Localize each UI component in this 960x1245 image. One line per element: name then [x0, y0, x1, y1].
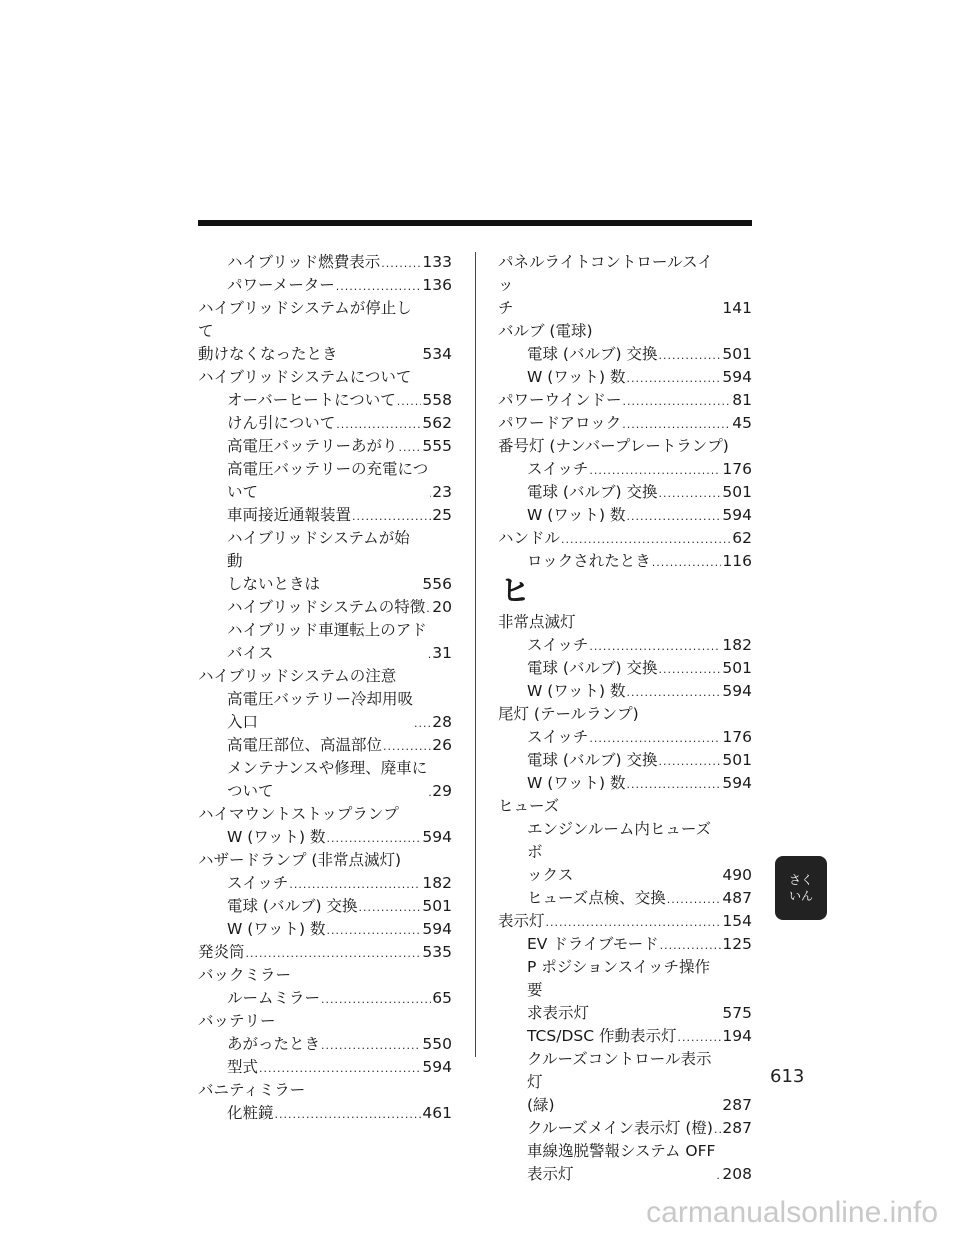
- entry-text: スイッチ: [527, 636, 589, 654]
- entry-page-number: 562: [422, 414, 452, 432]
- index-subentry: [498, 887, 752, 910]
- index-entry: [498, 527, 752, 550]
- dot-leader: [336, 281, 422, 292]
- dot-leader: [627, 373, 722, 384]
- index-subentry: [498, 818, 752, 887]
- entry-page-number: 487: [722, 889, 752, 907]
- dot-leader: [658, 350, 721, 361]
- entry-page-number: 594: [722, 506, 752, 524]
- entry-page-number: 31: [432, 644, 452, 662]
- index-entry: [198, 849, 452, 872]
- entry-page-number: 535: [422, 943, 452, 961]
- index-entry: [198, 1079, 452, 1102]
- dot-leader: [658, 664, 721, 675]
- entry-page-number: 461: [422, 1104, 452, 1122]
- entry-text: W (ワット) 数: [227, 920, 326, 938]
- entry-text: スイッチ: [527, 460, 589, 478]
- entry-text: W (ワット) 数: [527, 506, 626, 524]
- index-subentry: [498, 504, 752, 527]
- index-subentry: [498, 366, 752, 389]
- section-heading-hi: ヒ: [500, 574, 530, 609]
- entry-page-number: 194: [722, 1027, 752, 1045]
- index-subentry: [198, 389, 452, 412]
- top-rule: [198, 220, 752, 226]
- index-subentry: [498, 749, 752, 772]
- entry-page-number: 28: [432, 713, 452, 731]
- entry-text: 型式: [227, 1058, 259, 1076]
- entry-page-number: 133: [422, 253, 452, 271]
- entry-page-number: 556: [422, 575, 452, 593]
- entry-text: メンテナンスや修理、廃車に ついて: [227, 759, 428, 800]
- index-entry: [198, 964, 452, 987]
- dot-leader: [426, 603, 431, 614]
- dot-leader: [399, 442, 422, 453]
- entry-text: けん引について: [227, 414, 336, 432]
- index-subentry: [198, 251, 452, 274]
- index-entry: [498, 389, 752, 412]
- entry-page-number: 141: [722, 299, 752, 317]
- entry-text: 高電圧バッテリーの充電につ いて: [227, 460, 429, 501]
- index-group-ha-continued: [498, 251, 752, 573]
- index-entry: [498, 435, 752, 458]
- entry-page-number: 594: [422, 828, 452, 846]
- entry-page-number: 555: [422, 437, 452, 455]
- entry-page-number: 594: [722, 774, 752, 792]
- entry-text: W (ワット) 数: [227, 828, 326, 846]
- index-subentry: [198, 1056, 452, 1079]
- entry-page-number: 594: [422, 1058, 452, 1076]
- dot-leader: [589, 465, 721, 476]
- entry-text: ハザードランプ (非常点滅灯): [198, 851, 402, 869]
- entry-text: ハイブリッドシステムが停止して 動けなくなったとき: [198, 299, 412, 363]
- entry-text: 車両接近通報装置: [227, 506, 352, 524]
- entry-text: クルーズメイン表示灯 (橙): [527, 1119, 713, 1137]
- index-group-hi: [498, 611, 752, 1186]
- entry-text: スイッチ: [527, 728, 589, 746]
- index-entry: [198, 803, 452, 826]
- dot-leader: [246, 948, 422, 959]
- entry-text: エンジンルーム内ヒューズボ ックス: [527, 820, 712, 884]
- index-subentry: [198, 895, 452, 918]
- entry-text: 電球 (バルブ) 交換: [527, 345, 658, 363]
- entry-text: ロックされたとき: [527, 552, 651, 570]
- index-subentry: [498, 634, 752, 657]
- entry-text: ハイマウントストップランプ: [198, 805, 399, 823]
- page-number: 613: [770, 1066, 805, 1087]
- index-subentry: [498, 481, 752, 504]
- index-subentry: [498, 956, 752, 1025]
- entry-text: オーバーヒートについて: [227, 391, 396, 409]
- entry-page-number: 501: [722, 751, 752, 769]
- entry-text: クルーズコントロール表示灯 (緑): [527, 1050, 712, 1114]
- index-subentry: [498, 657, 752, 680]
- index-subentry: [498, 1140, 752, 1186]
- entry-page-number: 81: [732, 391, 752, 409]
- index-subentry: [198, 757, 452, 803]
- dot-leader: [428, 649, 431, 660]
- entry-text: ヒューズ: [498, 797, 560, 815]
- dot-leader: [658, 488, 721, 499]
- entry-text: 電球 (バルブ) 交換: [527, 751, 658, 769]
- entry-page-number: 26: [432, 736, 452, 754]
- dot-leader: [546, 917, 722, 928]
- dot-leader: [327, 833, 422, 844]
- index-subentry: [198, 826, 452, 849]
- index-subentry: [498, 933, 752, 956]
- entry-text: ハイブリッドシステムの特徴: [227, 598, 426, 616]
- index-entry: [498, 703, 752, 726]
- index-subentry: [198, 435, 452, 458]
- dot-leader: [414, 718, 431, 729]
- entry-page-number: 534: [422, 345, 452, 363]
- index-entry: [198, 941, 452, 964]
- entry-page-number: 594: [422, 920, 452, 938]
- index-subentry: [198, 619, 452, 665]
- entry-text: TCS/DSC 作動表示灯: [527, 1027, 677, 1045]
- entry-text: 電球 (バルブ) 交換: [527, 483, 658, 501]
- entry-page-number: 176: [722, 728, 752, 746]
- entry-page-number: 550: [422, 1035, 452, 1053]
- dot-leader: [622, 419, 731, 430]
- index-column-left: [198, 251, 452, 1125]
- dot-leader: [397, 396, 422, 407]
- index-entry: [498, 251, 752, 320]
- index-subentry: [498, 1117, 752, 1140]
- index-subentry: [198, 504, 452, 527]
- index-subentry: [198, 688, 452, 734]
- index-subentry: [498, 458, 752, 481]
- dot-leader: [383, 741, 431, 752]
- index-entry: [198, 297, 452, 366]
- entry-page-number: 182: [422, 874, 452, 892]
- entry-page-number: 116: [722, 552, 752, 570]
- dot-leader: [429, 488, 431, 499]
- index-entry: [498, 412, 752, 435]
- dot-leader: [321, 1040, 421, 1051]
- dot-leader: [327, 925, 422, 936]
- dot-leader: [627, 779, 722, 790]
- entry-page-number: 29: [432, 782, 452, 800]
- index-subentry: [498, 680, 752, 703]
- entry-text: バッテリー: [198, 1012, 276, 1030]
- entry-page-number: 490: [722, 866, 752, 884]
- entry-page-number: 287: [722, 1096, 752, 1114]
- dot-leader: [589, 641, 721, 652]
- index-entry: [498, 795, 752, 818]
- entry-text: 高電圧部位、高温部位: [227, 736, 383, 754]
- index-subentry: [498, 343, 752, 366]
- entry-page-number: 20: [432, 598, 452, 616]
- dot-leader: [321, 994, 431, 1005]
- entry-text: 高電圧バッテリー冷却用吸 入口: [227, 690, 414, 731]
- entry-text: ハイブリッドシステムが始動 しないときは: [227, 529, 410, 593]
- entry-page-number: 23: [432, 483, 452, 501]
- dot-leader: [623, 396, 732, 407]
- entry-page-number: 45: [732, 414, 752, 432]
- dot-leader: [667, 894, 722, 905]
- entry-text: 発炎筒: [198, 943, 245, 961]
- dot-leader: [716, 1170, 721, 1181]
- index-subentry: [498, 772, 752, 795]
- index-subentry: [498, 726, 752, 749]
- entry-page-number: 594: [722, 368, 752, 386]
- entry-page-number: 125: [722, 935, 752, 953]
- entry-text: パネルライトコントロールスイッ チ: [498, 253, 713, 317]
- index-subentry: [198, 734, 452, 757]
- entry-page-number: 182: [722, 636, 752, 654]
- index-subentry: [198, 872, 452, 895]
- entry-page-number: 501: [422, 897, 452, 915]
- index-entry: [198, 366, 452, 389]
- index-subentry: [198, 527, 452, 596]
- entry-text: 電球 (バルブ) 交換: [527, 659, 658, 677]
- index-subentry: [198, 412, 452, 435]
- entry-text: ハイブリッド車運転上のアド バイス: [227, 621, 427, 662]
- dot-leader: [358, 902, 421, 913]
- dot-leader: [627, 511, 722, 522]
- entry-text: 表示灯: [498, 912, 545, 930]
- entry-text: ヒューズ点検、交換: [527, 889, 666, 907]
- entry-page-number: 501: [722, 483, 752, 501]
- entry-text: スイッチ: [227, 874, 289, 892]
- dot-leader: [627, 687, 722, 698]
- entry-page-number: 501: [722, 659, 752, 677]
- entry-text: 番号灯 (ナンバープレートランプ): [498, 437, 729, 455]
- entry-text: W (ワット) 数: [527, 368, 626, 386]
- entry-text: EV ドライブモード: [527, 935, 659, 953]
- dot-leader: [677, 1032, 721, 1043]
- index-subentry: [198, 596, 452, 619]
- dot-leader: [289, 879, 421, 890]
- index-subentry: [198, 1102, 452, 1125]
- entry-page-number: 594: [722, 682, 752, 700]
- entry-text: パワードアロック: [498, 414, 622, 432]
- entry-text: バルブ (電球): [498, 322, 593, 340]
- entry-page-number: 558: [422, 391, 452, 409]
- entry-text: ハイブリッド燃費表示: [227, 253, 381, 271]
- entry-text: 非常点滅灯: [498, 613, 576, 631]
- column-divider: [475, 252, 476, 1057]
- entry-page-number: 62: [732, 529, 752, 547]
- entry-page-number: 176: [722, 460, 752, 478]
- index-subentry: [498, 550, 752, 573]
- index-subentry: [198, 458, 452, 504]
- entry-text: バニティミラー: [198, 1081, 306, 1099]
- index-entry: [498, 611, 752, 634]
- dot-leader: [652, 557, 722, 568]
- entry-text: バックミラー: [198, 966, 292, 984]
- index-entry: [198, 1010, 452, 1033]
- dot-leader: [589, 733, 721, 744]
- index-entry: [198, 665, 452, 688]
- entry-text: P ポジションスイッチ操作要 求表示灯: [527, 958, 710, 1022]
- index-entry: [498, 910, 752, 933]
- entry-page-number: 208: [722, 1165, 752, 1183]
- index-subentry: [198, 987, 452, 1010]
- entry-text: パワーメーター: [227, 276, 335, 294]
- entry-page-number: 136: [422, 276, 452, 294]
- dot-leader: [259, 1063, 421, 1074]
- watermark: carmanualsonline.info: [646, 1196, 938, 1229]
- index-subentry: [498, 1048, 752, 1117]
- dot-leader: [352, 511, 431, 522]
- index-subentry: [198, 918, 452, 941]
- entry-text: W (ワット) 数: [527, 774, 626, 792]
- index-subentry: [498, 1025, 752, 1048]
- dot-leader: [660, 940, 722, 951]
- dot-leader: [336, 419, 421, 430]
- dot-leader: [381, 258, 421, 269]
- entry-page-number: 25: [432, 506, 452, 524]
- entry-text: ハイブリッドシステムについて: [198, 368, 412, 386]
- entry-text: パワーウインドー: [498, 391, 622, 409]
- entry-text: ハイブリッドシステムの注意: [198, 667, 397, 685]
- index-column-right: [498, 251, 752, 1186]
- entry-text: 高電圧バッテリーあがり: [227, 437, 398, 455]
- entry-text: あがったとき: [227, 1035, 321, 1053]
- entry-text: W (ワット) 数: [527, 682, 626, 700]
- dot-leader: [658, 756, 721, 767]
- entry-text: 化粧鏡: [227, 1104, 274, 1122]
- dot-leader: [428, 787, 431, 798]
- index-side-tab[interactable]: さく いん: [775, 856, 827, 920]
- index-entry: [498, 320, 752, 343]
- entry-page-number: 154: [722, 912, 752, 930]
- dot-leader: [561, 534, 731, 545]
- entry-page-number: 575: [722, 1004, 752, 1022]
- entry-text: 電球 (バルブ) 交換: [227, 897, 358, 915]
- entry-page-number: 287: [722, 1119, 752, 1137]
- entry-text: ルームミラー: [227, 989, 321, 1007]
- entry-text: ハンドル: [498, 529, 561, 547]
- index-subentry: [198, 274, 452, 297]
- entry-page-number: 501: [722, 345, 752, 363]
- entry-text: 尾灯 (テールランプ): [498, 705, 639, 723]
- entry-page-number: 65: [432, 989, 452, 1007]
- dot-leader: [714, 1124, 721, 1135]
- index-subentry: [198, 1033, 452, 1056]
- dot-leader: [275, 1109, 422, 1120]
- entry-text: 車線逸脱警報システム OFF 表示灯: [527, 1142, 716, 1183]
